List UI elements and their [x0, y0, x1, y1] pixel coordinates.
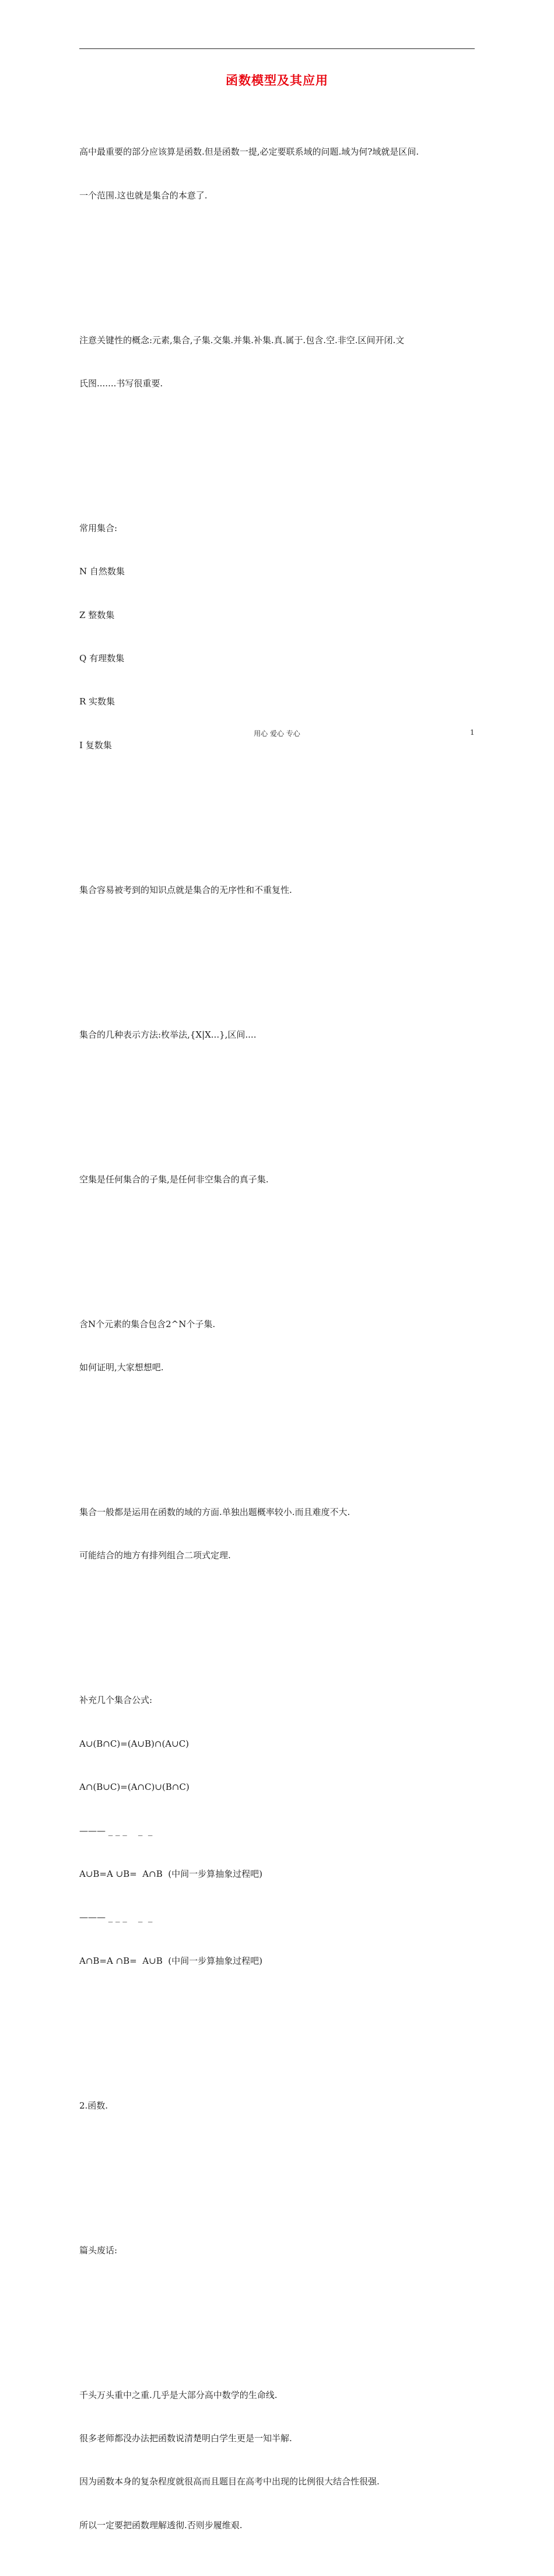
formula-overbar-line: ——— _ _ _ _ _ [79, 1912, 153, 1923]
page-footer: 用心 爱心 专心 [254, 729, 300, 738]
document-body [79, 87, 478, 2576]
paragraph-2 [79, 304, 478, 420]
text-line: 集合容易被考到的知识点就是集合的无序性和不重复性. [79, 884, 292, 895]
formula-line: A∪B=A ∪B= A∩B (中间一步算抽象过程吧) [79, 1869, 262, 1880]
formula-line: A∪(B∩C)=(A∪B)∩(A∪C) [79, 1738, 190, 1749]
text-line: 因为函数本身的复杂程度就很高而且题目在高考中出现的比例很大结合性很强. [79, 2476, 380, 2487]
paragraph-4 [79, 854, 478, 926]
text-line: 空集是任何集合的子集,是任何非空集合的真子集. [79, 1174, 269, 1185]
text-line: 可能结合的地方有排列组合二项式定理. [79, 1550, 231, 1561]
list-item: Q 有理数集 [79, 653, 125, 664]
text-line: 所以一定要把函数理解透彻.否则步履维艰. [79, 2519, 243, 2530]
text-line: 补充几个集合公式: [79, 1695, 153, 1706]
paragraph-8 [79, 1477, 478, 1592]
document-title: 函数模型及其应用 [226, 73, 328, 88]
list-item: R 实数集 [79, 696, 115, 707]
text-line: 集合一般都是运用在函数的域的方面.单独出题概率较小.而且难度不大. [79, 1507, 350, 1518]
list-item: I 复数集 [79, 739, 112, 751]
paragraph-1 [79, 116, 478, 232]
text-line: 高中最重要的部分应该算是函数.但是函数一提,必定要联系域的问题.域为何?域就是区间. [79, 146, 419, 158]
text-line: 含N个元素的集合包含2^N个子集. [79, 1318, 216, 1329]
text-line: 很多老师都没办法把函数说清楚明白学生更是一知半解. [79, 2433, 292, 2444]
paragraph-7 [79, 1288, 478, 1404]
text-line: 注意关键性的概念:元素,集合,子集.交集.并集.补集.真.属于.包含.空.非空.区间开闭.文 [79, 334, 405, 345]
text-line: 如何证明,大家想想吧. [79, 1362, 164, 1373]
page-number: 1 [470, 728, 475, 737]
paragraph-set-formulas [79, 1664, 478, 1997]
formula-overbar-line: ——— _ _ _ _ _ [79, 1825, 153, 1836]
text-line: 一个范围.这也就是集合的本意了. [79, 190, 208, 201]
list-item: N 自然数集 [79, 566, 125, 577]
paragraph-6 [79, 1143, 478, 1216]
text-line: 集合的几种表示方法:枚举法,{X|X...},区间.... [79, 1029, 257, 1040]
text-line: 千头万头重中之重.几乎是大部分高中数学的生命线. [79, 2389, 278, 2400]
text-line: 氏图.......书写很重要. [79, 378, 163, 389]
formula-line: A∩(B∪C)=(A∩C)∪(B∩C) [79, 1782, 190, 1793]
section-heading-functions [79, 2069, 478, 2142]
list-item: Z 整数集 [79, 609, 115, 620]
text-line: 2.函数. [79, 2100, 108, 2111]
formula-line: A∩B=A ∩B= A∪B (中间一步算抽象过程吧) [79, 1955, 262, 1966]
paragraph-5 [79, 999, 478, 1071]
text-line: 篇头废话: [79, 2245, 118, 2256]
paragraph-12 [79, 2359, 478, 2561]
text-line: 常用集合: [79, 522, 118, 533]
header-rule [79, 48, 475, 49]
paragraph-11 [79, 2214, 478, 2287]
